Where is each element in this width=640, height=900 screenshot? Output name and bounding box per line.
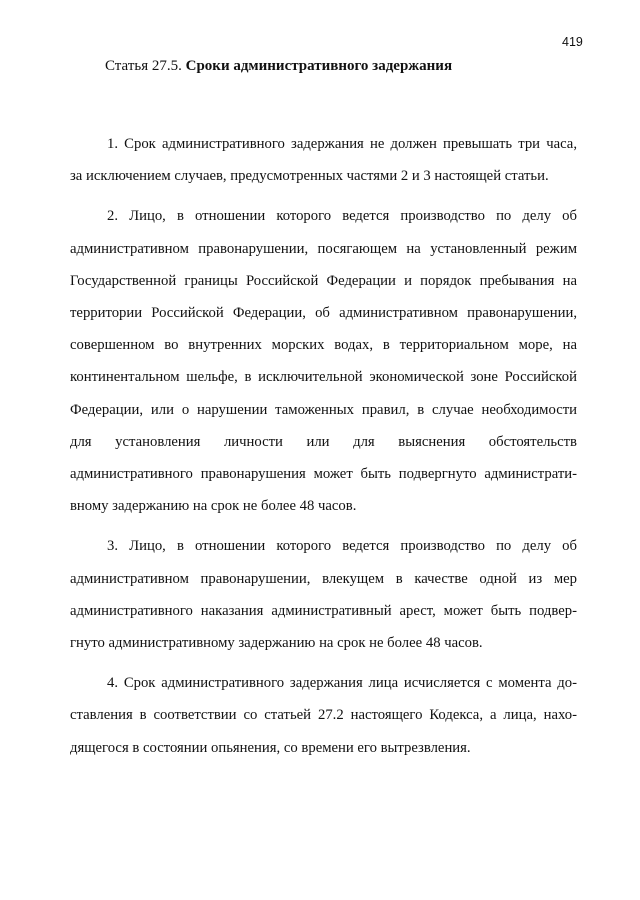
text-line: территории Российской Федерации, об административном правонарушении, (70, 305, 577, 322)
text-line: дящегося в состоянии опьянения, со времени его вытрезвления. (70, 739, 471, 756)
text-line: совершенном во внутренних морских водах, в территориальном море, на (70, 337, 577, 354)
text-line: гнуто административному задержанию на срок не более 48 часов. (70, 635, 483, 652)
article-heading (105, 58, 452, 75)
text-line: 2. Лицо, в отношении которого ведется производство по делу об (107, 208, 577, 225)
text-line: Государственной границы Российской Федерации и порядок пребывания на (70, 272, 577, 289)
paragraph-1 (70, 128, 577, 192)
text-line: вному задержанию на срок не более 48 часов. (70, 498, 357, 515)
text-line: административного наказания административный арест, может быть подвер- (70, 602, 577, 619)
text-line: Федерации, или о нарушении таможенных правил, в случае необходимости (70, 401, 577, 418)
text-line: континентальном шельфе, в исключительной экономической зоне Российской (70, 369, 577, 386)
paragraph-3 (70, 530, 577, 659)
article-label: Статья 27.5. (105, 58, 182, 74)
text-line: для установления личности или для выяснения обстоятельств (70, 433, 577, 450)
text-line: 4. Срок административного задержания лица исчисляется с момента до- (107, 675, 577, 692)
paragraph-2 (70, 200, 577, 522)
text-line: ставления в соответствии со статьей 27.2 настоящего Кодекса, а лица, нахо- (70, 707, 577, 724)
text-line: 3. Лицо, в отношении которого ведется производство по делу об (107, 538, 577, 555)
article-body (70, 128, 577, 772)
page-number: 419 (562, 35, 583, 49)
text-line: административном правонарушении, влекущем в качестве одной из мер (70, 570, 577, 587)
text-line: за исключением случаев, предусмотренных частями 2 и 3 настоящей статьи. (70, 168, 549, 185)
text-line: 1. Срок административного задержания не должен превышать три часа, (107, 136, 577, 152)
article-title: Сроки административного задержания (185, 58, 453, 74)
text-line: административного правонарушения может быть подвергнуто администрати- (70, 466, 577, 483)
text-line: административном правонарушении, посягающем на установленный режим (70, 240, 577, 257)
paragraph-4 (70, 667, 577, 764)
